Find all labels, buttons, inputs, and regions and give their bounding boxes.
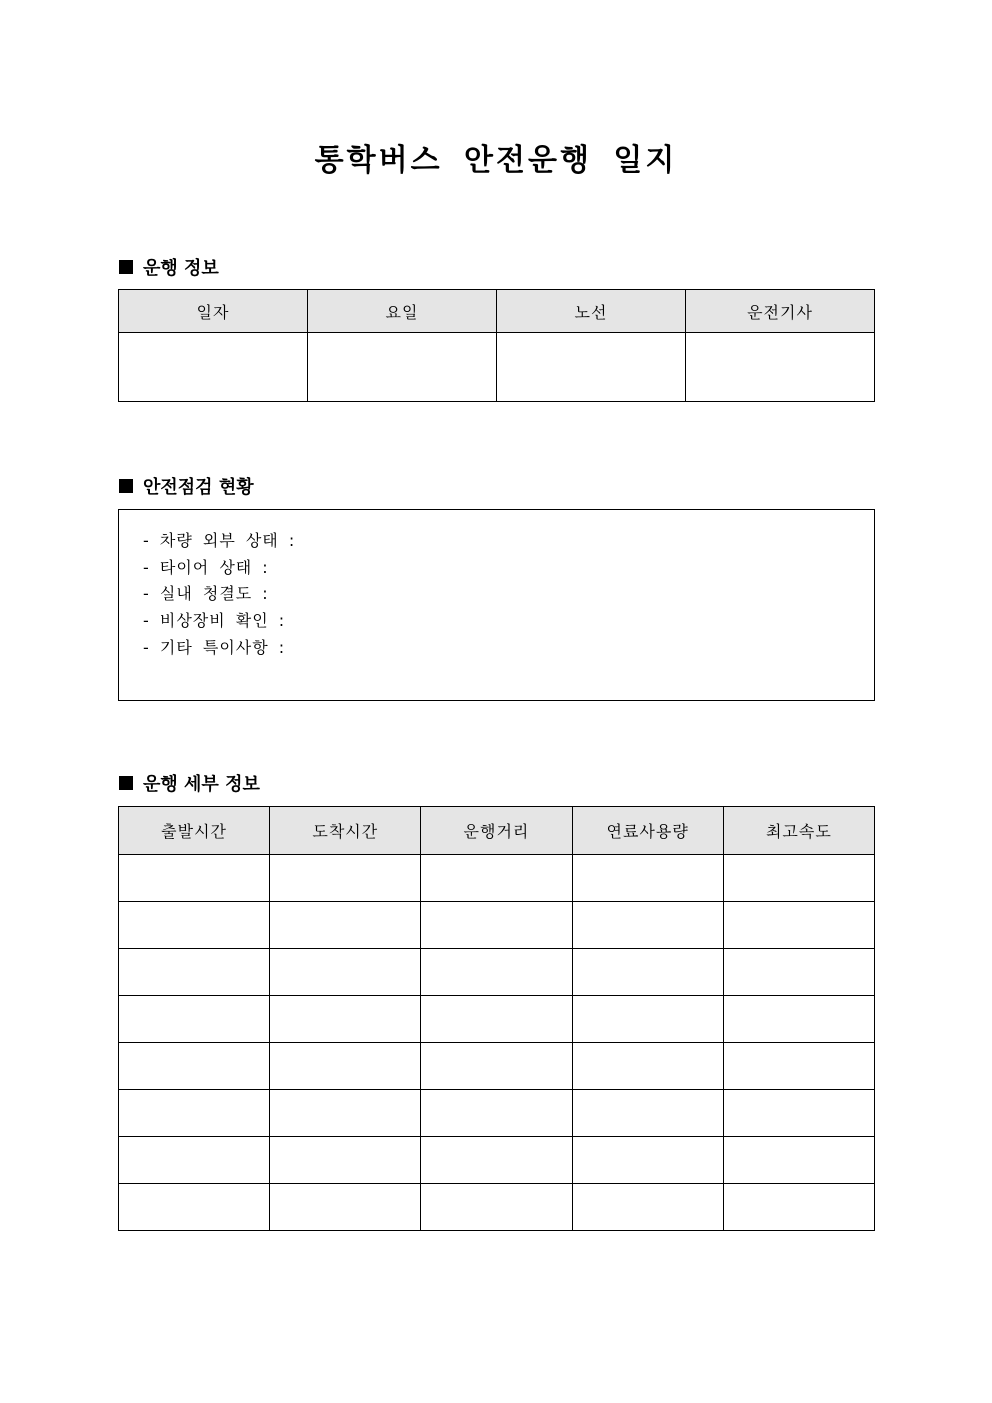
date-cell[interactable] <box>119 333 308 402</box>
distance-cell[interactable] <box>421 1043 572 1090</box>
table-row <box>119 333 875 402</box>
max-speed-cell[interactable] <box>723 996 874 1043</box>
table-header-row <box>119 290 875 333</box>
table-row <box>119 1184 875 1231</box>
section-heading-operation-info <box>119 254 219 280</box>
distance-cell[interactable] <box>421 949 572 996</box>
column-header-fuel-usage: 연료사용량 <box>572 807 723 855</box>
fuel-usage-cell[interactable] <box>572 1043 723 1090</box>
arrival-time-cell[interactable] <box>270 1090 421 1137</box>
table-row <box>119 1090 875 1137</box>
max-speed-cell[interactable] <box>723 1184 874 1231</box>
check-item-exterior: - 차량 외부 상태 : <box>143 531 296 550</box>
arrival-time-cell[interactable] <box>270 996 421 1043</box>
table-row <box>119 996 875 1043</box>
arrival-time-cell[interactable] <box>270 1137 421 1184</box>
fuel-usage-cell[interactable] <box>572 996 723 1043</box>
departure-time-cell[interactable] <box>119 996 270 1043</box>
arrival-time-cell[interactable] <box>270 1043 421 1090</box>
safety-check-list <box>119 510 874 662</box>
day-cell[interactable] <box>308 333 497 402</box>
section-heading-operation-detail <box>119 770 260 796</box>
distance-cell[interactable] <box>421 1137 572 1184</box>
fuel-usage-cell[interactable] <box>572 1090 723 1137</box>
departure-time-cell[interactable] <box>119 1090 270 1137</box>
section-title: 안전점검 현황 <box>143 477 254 498</box>
column-header-driver: 운전기사 <box>686 290 875 333</box>
distance-cell[interactable] <box>421 1090 572 1137</box>
detail-table-body <box>119 855 875 1231</box>
section-heading-safety-check <box>119 473 254 499</box>
fuel-usage-cell[interactable] <box>572 1137 723 1184</box>
table-row <box>119 902 875 949</box>
column-header-distance: 운행거리 <box>421 807 572 855</box>
operation-detail-table <box>118 806 875 1231</box>
check-item-emergency-equipment: - 비상장비 확인 : <box>143 611 286 631</box>
distance-cell[interactable] <box>421 855 572 902</box>
column-header-arrival-time: 도착시간 <box>270 807 421 855</box>
max-speed-cell[interactable] <box>723 902 874 949</box>
square-bullet-icon <box>119 479 133 493</box>
departure-time-cell[interactable] <box>119 1184 270 1231</box>
page-title: 통학버스 안전운행 일지 <box>314 143 678 178</box>
operation-info-table <box>118 289 875 402</box>
check-item-cleanliness: - 실내 청결도 : <box>143 584 269 604</box>
departure-time-cell[interactable] <box>119 902 270 949</box>
max-speed-cell[interactable] <box>723 1090 874 1137</box>
square-bullet-icon <box>119 776 133 790</box>
column-header-route: 노선 <box>497 290 686 333</box>
table-row <box>119 1137 875 1184</box>
table-header-row <box>119 807 875 855</box>
fuel-usage-cell[interactable] <box>572 949 723 996</box>
fuel-usage-cell[interactable] <box>572 1184 723 1231</box>
fuel-usage-cell[interactable] <box>572 902 723 949</box>
max-speed-cell[interactable] <box>723 855 874 902</box>
fuel-usage-cell[interactable] <box>572 855 723 902</box>
column-header-departure-time: 출발시간 <box>119 807 270 855</box>
square-bullet-icon <box>119 260 133 274</box>
column-header-day: 요일 <box>308 290 497 333</box>
max-speed-cell[interactable] <box>723 949 874 996</box>
arrival-time-cell[interactable] <box>270 1184 421 1231</box>
departure-time-cell[interactable] <box>119 855 270 902</box>
section-title: 운행 정보 <box>143 258 219 279</box>
check-item-tire: - 타이어 상태 : <box>143 557 269 577</box>
safety-check-box[interactable] <box>118 509 875 701</box>
arrival-time-cell[interactable] <box>270 902 421 949</box>
driver-cell[interactable] <box>686 333 875 402</box>
departure-time-cell[interactable] <box>119 1043 270 1090</box>
table-row <box>119 855 875 902</box>
departure-time-cell[interactable] <box>119 1137 270 1184</box>
table-row <box>119 1043 875 1090</box>
column-header-date: 일자 <box>119 290 308 333</box>
route-cell[interactable] <box>497 333 686 402</box>
table-row <box>119 949 875 996</box>
distance-cell[interactable] <box>421 1184 572 1231</box>
distance-cell[interactable] <box>421 996 572 1043</box>
section-title: 운행 세부 정보 <box>143 774 260 795</box>
max-speed-cell[interactable] <box>723 1137 874 1184</box>
check-item-other-notes: - 기타 특이사항 : <box>143 637 286 657</box>
distance-cell[interactable] <box>421 902 572 949</box>
arrival-time-cell[interactable] <box>270 949 421 996</box>
column-header-max-speed: 최고속도 <box>723 807 874 855</box>
max-speed-cell[interactable] <box>723 1043 874 1090</box>
departure-time-cell[interactable] <box>119 949 270 996</box>
arrival-time-cell[interactable] <box>270 855 421 902</box>
